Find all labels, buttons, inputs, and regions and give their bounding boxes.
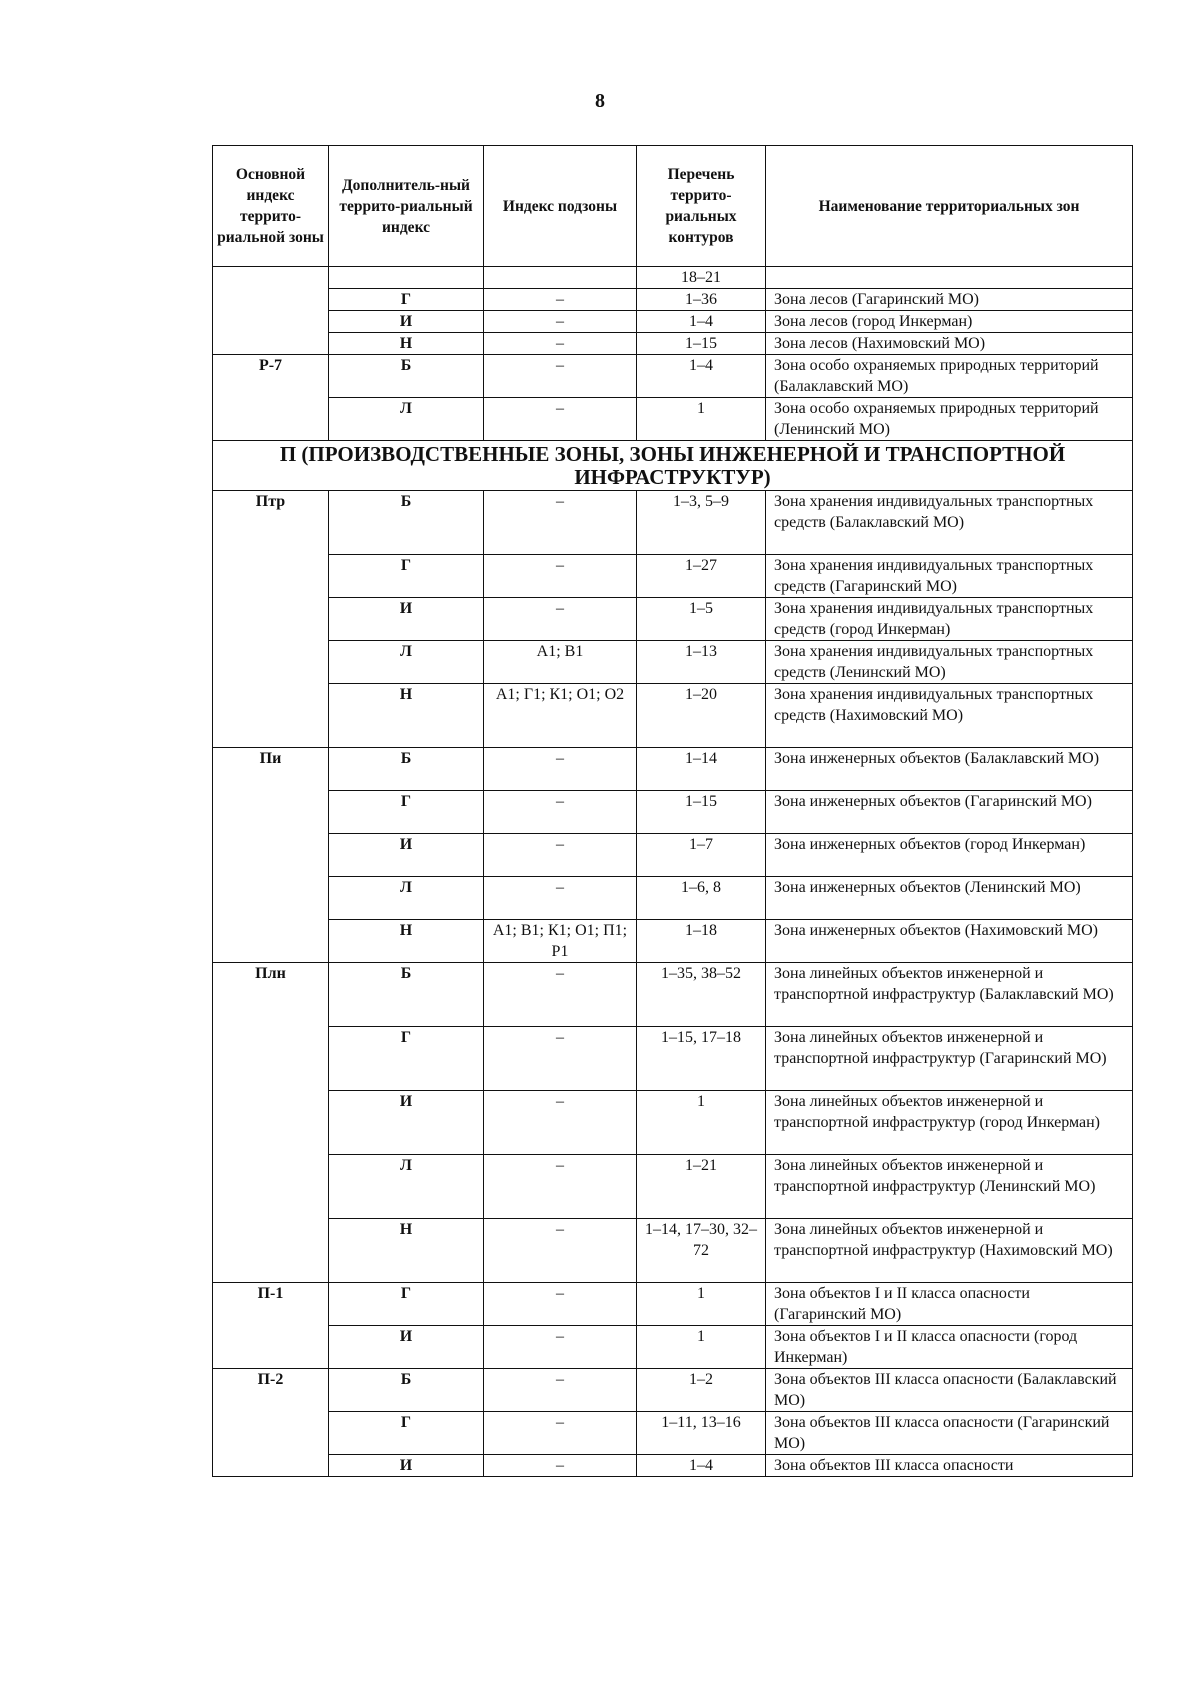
main-index-cell: П-2 <box>213 1369 329 1477</box>
zone-name-cell: Зона линейных объектов инженерной и транспортной инфраструктур (город Инкерман) <box>766 1091 1133 1155</box>
contours-cell: 1–7 <box>637 834 766 877</box>
contours-cell: 1–6, 8 <box>637 877 766 920</box>
header-additional-index: Дополнитель-ный террито-риальный индекс <box>329 146 484 267</box>
table-row <box>213 963 1133 1027</box>
zone-name-cell: Зона объектов I и II класса опасности (город Инкерман) <box>766 1326 1133 1369</box>
additional-index-cell: Л <box>329 398 484 441</box>
contours-cell: 1–15 <box>637 333 766 355</box>
contours-cell: 1–18 <box>637 920 766 963</box>
zone-name-cell: Зона лесов (Нахимовский МО) <box>766 333 1133 355</box>
zone-name-cell: Зона инженерных объектов (город Инкерман) <box>766 834 1133 877</box>
subzone-index-cell: – <box>484 1155 637 1219</box>
main-index-cell: Р-7 <box>213 355 329 441</box>
subzone-index-cell: – <box>484 1091 637 1155</box>
contours-cell: 1–35, 38–52 <box>637 963 766 1027</box>
territorial-zones-table <box>212 145 1133 1477</box>
subzone-index-cell: А1; В1; К1; О1; П1; Р1 <box>484 920 637 963</box>
section-heading: П (ПРОИЗВОДСТВЕННЫЕ ЗОНЫ, ЗОНЫ ИНЖЕНЕРНОЙ И ТРАНСПОРТНОЙ ИНФРАСТРУКТУР) <box>213 441 1133 491</box>
additional-index-cell: Г <box>329 791 484 834</box>
table-row <box>213 834 1133 877</box>
additional-index-cell: Б <box>329 355 484 398</box>
subzone-index-cell: – <box>484 333 637 355</box>
contours-cell: 1 <box>637 398 766 441</box>
table-row <box>213 1455 1133 1477</box>
table-row <box>213 1326 1133 1369</box>
additional-index-cell <box>329 267 484 289</box>
zone-name-cell: Зона особо охраняемых природных территорий (Ленинский МО) <box>766 398 1133 441</box>
additional-index-cell: Г <box>329 289 484 311</box>
table-row <box>213 1027 1133 1091</box>
additional-index-cell: Г <box>329 555 484 598</box>
table-row <box>213 355 1133 398</box>
zone-name-cell: Зона инженерных объектов (Ленинский МО) <box>766 877 1133 920</box>
table-row <box>213 684 1133 748</box>
table-row <box>213 311 1133 333</box>
table-row <box>213 289 1133 311</box>
contours-cell: 1–21 <box>637 1155 766 1219</box>
main-index-cell: Пи <box>213 748 329 963</box>
additional-index-cell: Г <box>329 1283 484 1326</box>
additional-index-cell: Н <box>329 920 484 963</box>
table-row <box>213 598 1133 641</box>
contours-cell: 1 <box>637 1091 766 1155</box>
table-body <box>213 267 1133 1477</box>
header-subzone-index: Индекс подзоны <box>484 146 637 267</box>
additional-index-cell: Б <box>329 748 484 791</box>
subzone-index-cell: – <box>484 877 637 920</box>
contours-cell: 1–2 <box>637 1369 766 1412</box>
table-row <box>213 398 1133 441</box>
zone-name-cell: Зона объектов I и II класса опасности (Гагаринский МО) <box>766 1283 1133 1326</box>
subzone-index-cell: А1; В1 <box>484 641 637 684</box>
main-index-cell <box>213 267 329 355</box>
additional-index-cell: И <box>329 1091 484 1155</box>
zone-name-cell: Зона объектов III класса опасности (Балаклавский МО) <box>766 1369 1133 1412</box>
table-row <box>213 1219 1133 1283</box>
section-heading-row <box>213 441 1133 491</box>
table-row <box>213 1155 1133 1219</box>
zone-name-cell: Зона объектов III класса опасности (Гагаринский МО) <box>766 1412 1133 1455</box>
contours-cell: 1–11, 13–16 <box>637 1412 766 1455</box>
table-row <box>213 1091 1133 1155</box>
table-row <box>213 1412 1133 1455</box>
additional-index-cell: Б <box>329 491 484 555</box>
additional-index-cell: Л <box>329 641 484 684</box>
subzone-index-cell: – <box>484 398 637 441</box>
zone-name-cell: Зона лесов (город Инкерман) <box>766 311 1133 333</box>
subzone-index-cell: – <box>484 598 637 641</box>
subzone-index-cell: – <box>484 289 637 311</box>
subzone-index-cell: – <box>484 834 637 877</box>
subzone-index-cell: – <box>484 491 637 555</box>
subzone-index-cell: А1; Г1; К1; О1; О2 <box>484 684 637 748</box>
zone-name-cell: Зона лесов (Гагаринский МО) <box>766 289 1133 311</box>
subzone-index-cell: – <box>484 1326 637 1369</box>
contours-cell: 1–3, 5–9 <box>637 491 766 555</box>
subzone-index-cell: – <box>484 555 637 598</box>
header-zone-name: Наименование территориальных зон <box>766 146 1133 267</box>
subzone-index-cell: – <box>484 1455 637 1477</box>
contours-cell: 1–4 <box>637 1455 766 1477</box>
subzone-index-cell: – <box>484 1369 637 1412</box>
zone-name-cell: Зона хранения индивидуальных транспортных средств (Балаклавский МО) <box>766 491 1133 555</box>
subzone-index-cell: – <box>484 1283 637 1326</box>
contours-cell: 18–21 <box>637 267 766 289</box>
subzone-index-cell: – <box>484 791 637 834</box>
contours-cell: 1–14 <box>637 748 766 791</box>
zone-name-cell: Зона линейных объектов инженерной и транспортной инфраструктур (Гагаринский МО) <box>766 1027 1133 1091</box>
subzone-index-cell: – <box>484 748 637 791</box>
table-row <box>213 491 1133 555</box>
zone-name-cell: Зона особо охраняемых природных территорий (Балаклавский МО) <box>766 355 1133 398</box>
additional-index-cell: Л <box>329 877 484 920</box>
zone-name-cell: Зона хранения индивидуальных транспортных средств (город Инкерман) <box>766 598 1133 641</box>
page-number: 8 <box>595 90 605 112</box>
contours-cell: 1–20 <box>637 684 766 748</box>
additional-index-cell: Н <box>329 333 484 355</box>
additional-index-cell: И <box>329 598 484 641</box>
contours-cell: 1–4 <box>637 355 766 398</box>
zone-name-cell: Зона линейных объектов инженерной и транспортной инфраструктур (Балаклавский МО) <box>766 963 1133 1027</box>
table-row <box>213 1369 1133 1412</box>
contours-cell: 1–15 <box>637 791 766 834</box>
table-row <box>213 748 1133 791</box>
contours-cell: 1–27 <box>637 555 766 598</box>
main-index-cell: Плн <box>213 963 329 1283</box>
table-row <box>213 877 1133 920</box>
zone-name-cell: Зона объектов III класса опасности <box>766 1455 1133 1477</box>
zone-name-cell: Зона инженерных объектов (Балаклавский МО) <box>766 748 1133 791</box>
contours-cell: 1–13 <box>637 641 766 684</box>
contours-cell: 1–14, 17–30, 32–72 <box>637 1219 766 1283</box>
subzone-index-cell: – <box>484 1027 637 1091</box>
table-row <box>213 920 1133 963</box>
subzone-index-cell: – <box>484 1412 637 1455</box>
contours-cell: 1–36 <box>637 289 766 311</box>
additional-index-cell: Л <box>329 1155 484 1219</box>
additional-index-cell: Г <box>329 1412 484 1455</box>
additional-index-cell: И <box>329 1326 484 1369</box>
contours-cell: 1 <box>637 1283 766 1326</box>
zone-name-cell: Зона линейных объектов инженерной и транспортной инфраструктур (Нахимовский МО) <box>766 1219 1133 1283</box>
contours-cell: 1–5 <box>637 598 766 641</box>
zone-name-cell: Зона хранения индивидуальных транспортных средств (Нахимовский МО) <box>766 684 1133 748</box>
contours-cell: 1–15, 17–18 <box>637 1027 766 1091</box>
table-row <box>213 791 1133 834</box>
additional-index-cell: Г <box>329 1027 484 1091</box>
table-row <box>213 333 1133 355</box>
zone-name-cell: Зона линейных объектов инженерной и транспортной инфраструктур (Ленинский МО) <box>766 1155 1133 1219</box>
main-index-cell: Птр <box>213 491 329 748</box>
additional-index-cell: Б <box>329 1369 484 1412</box>
subzone-index-cell: – <box>484 355 637 398</box>
zone-name-cell: Зона инженерных объектов (Нахимовский МО) <box>766 920 1133 963</box>
additional-index-cell: Б <box>329 963 484 1027</box>
table-row <box>213 641 1133 684</box>
zone-name-cell: Зона хранения индивидуальных транспортных средств (Гагаринский МО) <box>766 555 1133 598</box>
table-row <box>213 267 1133 289</box>
subzone-index-cell: – <box>484 963 637 1027</box>
header-contours-list: Перечень террито-риальных контуров <box>637 146 766 267</box>
subzone-index-cell: – <box>484 1219 637 1283</box>
additional-index-cell: И <box>329 311 484 333</box>
subzone-index-cell <box>484 267 637 289</box>
zone-name-cell: Зона хранения индивидуальных транспортных средств (Ленинский МО) <box>766 641 1133 684</box>
main-index-cell: П-1 <box>213 1283 329 1369</box>
table-row <box>213 555 1133 598</box>
header-main-index: Основной индекс террито-риальной зоны <box>213 146 329 267</box>
contours-cell: 1–4 <box>637 311 766 333</box>
additional-index-cell: И <box>329 1455 484 1477</box>
contours-cell: 1 <box>637 1326 766 1369</box>
subzone-index-cell: – <box>484 311 637 333</box>
table-row <box>213 1283 1133 1326</box>
additional-index-cell: Н <box>329 1219 484 1283</box>
zone-name-cell: Зона инженерных объектов (Гагаринский МО) <box>766 791 1133 834</box>
table-header-row <box>213 146 1133 267</box>
additional-index-cell: И <box>329 834 484 877</box>
additional-index-cell: Н <box>329 684 484 748</box>
zone-name-cell <box>766 267 1133 289</box>
